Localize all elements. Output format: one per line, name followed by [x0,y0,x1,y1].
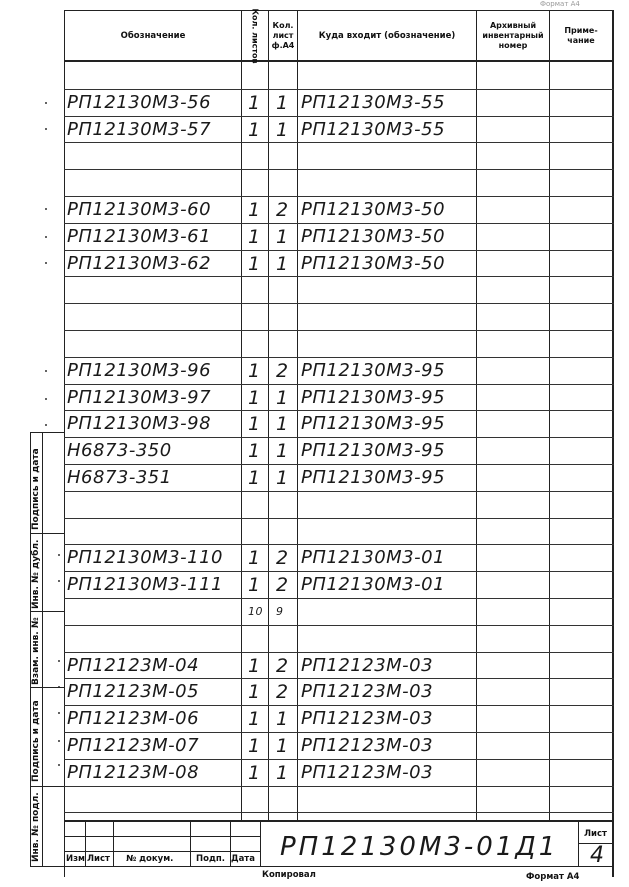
row-where-used: РП12130М3-95 [301,413,446,434]
row-sheets: 1 [248,360,261,382]
title-sign: Подп. [196,854,225,864]
row-designation: РП12123М-07 [67,735,200,756]
row-sheets: 1 [248,440,261,462]
row-sheets-a4: 2 [276,655,289,677]
row-where-used: РП12123М-03 [301,735,434,756]
row-designation: РП12130М3-56 [67,92,212,113]
footer-copied: Копировал [262,870,316,880]
title-sheet-number: 4 [590,843,605,868]
row-sheets: 1 [248,253,261,275]
side-label-inv-dup: Инв. № дубл. [31,539,41,609]
row-sheets-a4: 1 [276,253,289,275]
corner-format-note: Формат А4 [540,0,580,8]
row-sheets: 1 [248,708,261,730]
row-designation: РП12130М3-60 [67,199,212,220]
row-sheets-a4: 1 [276,762,289,784]
row-sheets-a4: 1 [276,413,289,435]
row-sheets-a4: 1 [276,467,289,489]
header-note: Приме- чание [564,25,598,45]
row-sheets-a4: 2 [276,547,289,569]
row-sheets: 1 [248,467,261,489]
side-label-sign-date-1: Подпись и дата [31,448,41,530]
row-where-used: РП12130М3-50 [301,226,446,247]
side-label-inv-orig: Инв. № подл. [31,792,41,862]
title-date: Дата [231,854,255,864]
row-where-used: РП12130М3-55 [301,119,446,140]
title-sheet-label: Лист [584,829,607,839]
row-sheets: 1 [248,547,261,569]
row-sheets-a4: 1 [276,92,289,114]
row-where-used: РП12130М3-50 [301,253,446,274]
row-sheets: 1 [248,574,261,596]
row-where-used: РП12123М-03 [301,681,434,702]
row-sheets: 1 [248,681,261,703]
row-designation: РП12130М3-61 [67,226,212,247]
header-sheets-a4: Кол. лист ф.А4 [271,20,295,50]
row-sheets: 1 [248,387,261,409]
row-sheets-a4: 1 [276,119,289,141]
row-sheets-a4: 1 [276,387,289,409]
header-where-used: Куда входит (обозначение) [318,30,456,41]
row-where-used: РП12123М-03 [301,655,434,676]
row-sheets: 10 [248,605,263,618]
row-designation: РП12130М3-57 [67,119,212,140]
side-label-replace-inv: Взам. инв. № [31,617,41,685]
row-sheets: 1 [248,655,261,677]
row-sheets-a4: 9 [276,605,284,618]
row-designation: РП12123М-04 [67,655,200,676]
row-sheets: 1 [248,119,261,141]
row-designation: РП12130М3-96 [67,360,212,381]
row-sheets-a4: 1 [276,440,289,462]
row-designation: РП12130М3-98 [67,413,212,434]
row-designation: РП12130М3-111 [67,574,223,595]
row-sheets-a4: 2 [276,574,289,596]
header-designation: Обозначение [120,30,186,41]
row-sheets-a4: 2 [276,199,289,221]
row-where-used: РП12123М-03 [301,762,434,783]
row-sheets-a4: 1 [276,226,289,248]
row-sheets: 1 [248,735,261,757]
row-designation: Н6873-350 [67,440,172,461]
row-sheets-a4: 1 [276,735,289,757]
row-designation: РП12123М-05 [67,681,200,702]
row-where-used: РП12130М3-95 [301,360,446,381]
row-where-used: РП12130М3-01 [301,574,446,595]
row-designation: РП12123М-06 [67,708,200,729]
row-designation: РП12130М3-110 [67,547,223,568]
row-sheets: 1 [248,226,261,248]
row-where-used: РП12130М3-95 [301,440,446,461]
row-where-used: РП12130М3-55 [301,92,446,113]
title-document-number: РП12130М3-01Д1 [280,832,559,862]
footer-format: Формат А4 [526,872,580,882]
header-archive-number: Архивный инвентарный номер [482,20,544,50]
title-list: Лист [87,854,110,864]
row-where-used: РП12123М-03 [301,708,434,729]
side-label-sign-date-2: Подпись и дата [31,700,41,782]
row-where-used: РП12130М3-95 [301,467,446,488]
row-where-used: РП12130М3-01 [301,547,446,568]
row-sheets: 1 [248,92,261,114]
row-sheets: 1 [248,762,261,784]
row-designation: РП12130М3-62 [67,253,212,274]
header-sheets-count: Кол. листов [251,7,260,64]
title-izm: Изм [66,854,86,864]
row-designation: РП12130М3-97 [67,387,212,408]
row-sheets: 1 [248,199,261,221]
row-where-used: РП12130М3-95 [301,387,446,408]
title-doc-no: № докум. [126,854,174,864]
row-sheets: 1 [248,413,261,435]
row-sheets-a4: 2 [276,360,289,382]
row-designation: РП12123М-08 [67,762,200,783]
row-designation: Н6873-351 [67,467,172,488]
row-sheets-a4: 2 [276,681,289,703]
row-where-used: РП12130М3-50 [301,199,446,220]
row-sheets-a4: 1 [276,708,289,730]
